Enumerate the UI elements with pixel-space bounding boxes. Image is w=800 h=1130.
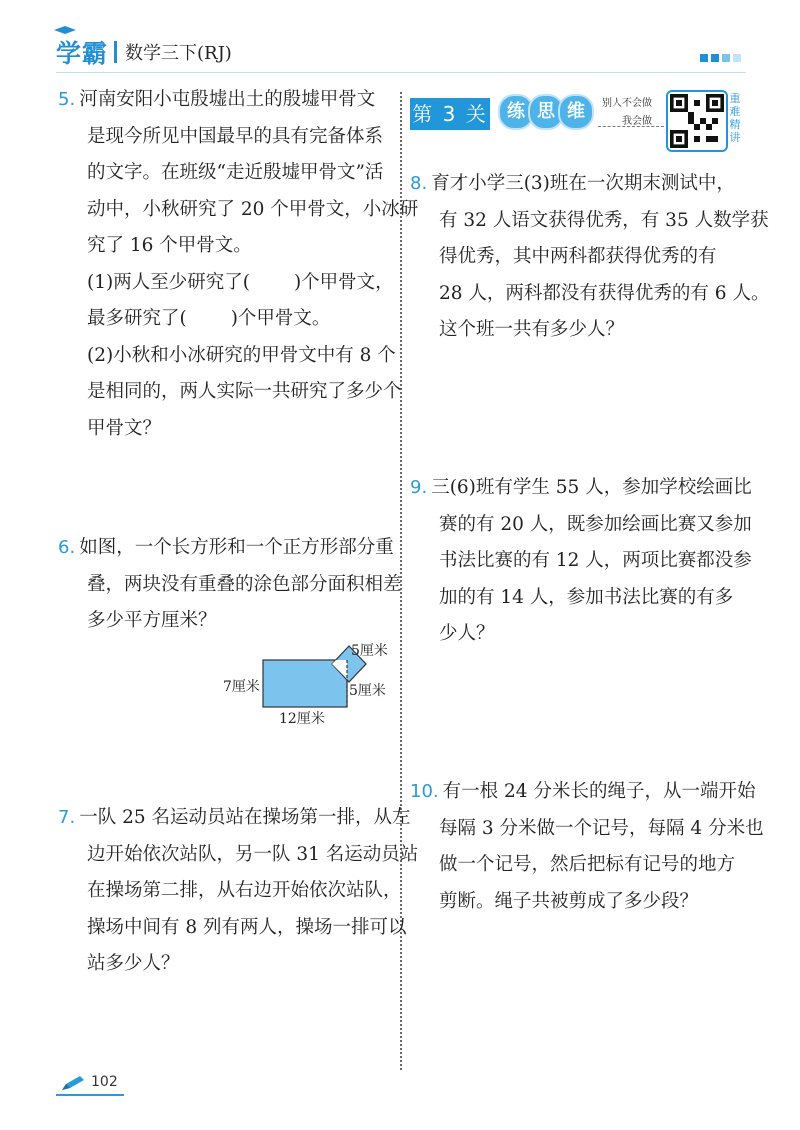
problem-text-line: 叠，两块没有重叠的涂色部分面积相差 [87, 573, 402, 595]
logo-divider [114, 41, 117, 63]
banner-tag: 别人不会做 [602, 98, 652, 109]
banner-char: 维 [558, 94, 594, 130]
header-rule [56, 72, 746, 73]
level-label: 第 3 关 [410, 98, 490, 130]
problem-number: 6. [58, 537, 76, 558]
question-2-text: (2)小秋和小冰研究的甲骨文中有 8 个 [87, 344, 396, 366]
header-decor-square [700, 54, 708, 62]
problem-10 [410, 774, 764, 920]
problem-text-line: 有 32 人语文获得优秀，有 35 人数学获 [439, 209, 769, 231]
footer-rule [56, 1094, 124, 1096]
problem-text-line: 一队 25 名运动员站在操场第一排，从左 [79, 807, 411, 828]
problem-text-line: 三(6)班有学生 55 人，参加学校绘画比 [431, 477, 752, 498]
label-5cm-side: 5厘米 [349, 683, 386, 699]
banner-char: 思 [528, 94, 564, 130]
question-1-text: 最多研究了( [87, 308, 187, 329]
question-2-text: 甲骨文？ [87, 417, 162, 439]
problem-text-line: 究了 16 个甲骨文。 [87, 235, 252, 256]
banner-tag: 我会做 [622, 116, 652, 127]
problem-text-line: 有一根 24 分米长的绳子，从一端开始 [442, 781, 756, 802]
header-decor-square [722, 54, 730, 62]
problem-8 [410, 166, 770, 349]
problem-text-line: 河南安阳小屯殷墟出土的殷墟甲骨文 [79, 89, 376, 110]
question-1-text: )个甲骨文。 [230, 308, 331, 329]
banner-char: 练 [498, 94, 534, 130]
problem-text-line: 得优秀，其中两科都获得优秀的有 [439, 246, 717, 267]
header-decor-square [711, 54, 719, 62]
problem-text-line: 赛的有 20 人，既参加绘画比赛又参加 [439, 513, 752, 535]
problem-text-line: 操场中间有 8 列有两人，操场一排可以 [87, 916, 407, 938]
problem-number: 10. [410, 781, 439, 802]
qr-side-label: 重难精讲 [729, 92, 741, 144]
problem-text-line: 书法比赛的有 12 人，两项比赛都没参 [439, 550, 752, 571]
logo-text: 学霸 [56, 39, 109, 68]
problem-text-line: 的文字。在班级“走近殷墟甲骨文”活 [87, 162, 384, 183]
problem-text-line: 站多少人？ [87, 953, 180, 974]
qr-pattern [670, 94, 724, 148]
problem-text-line: 做一个记号，然后把标有记号的地方 [439, 854, 736, 875]
problem-text-line: 加的有 14 人，参加书法比赛的有多 [439, 586, 734, 608]
page-header [0, 0, 800, 80]
problem-number: 7. [58, 807, 76, 828]
label-7cm: 7厘米 [223, 679, 260, 695]
problem-number: 9. [410, 477, 428, 498]
question-2-text: 是相同的，两人实际一共研究了多少个 [87, 381, 402, 402]
problem-number: 8. [410, 173, 428, 194]
problem-text-line: 在操场第二排，从右边开始依次站队， [87, 880, 402, 901]
problem-text-line: 边开始依次站队，另一队 31 名运动员站 [87, 843, 419, 865]
question-1-text: )个甲骨文， [293, 271, 394, 293]
header-decor-square [733, 54, 741, 62]
problem-text-line: 剪断。绳子共被剪成了多少段？ [439, 890, 699, 912]
graduation-cap-icon [54, 26, 76, 36]
problem-6 [58, 530, 402, 640]
book-title: 数学三下(RJ) [125, 43, 232, 64]
label-12cm: 12厘米 [279, 711, 325, 727]
overlap-figure [215, 640, 405, 730]
problem-text-line: 育才小学三(3)班在一次期末测试中， [431, 173, 735, 194]
question-1-text: (1)两人至少研究了( [87, 271, 250, 293]
qr-code-icon[interactable] [666, 90, 728, 152]
banner-dashed-rule [598, 126, 664, 127]
problem-text-line: 如图，一个长方形和一个正方形部分重 [79, 537, 394, 558]
problem-9 [410, 470, 750, 653]
problem-7 [58, 800, 419, 983]
level-banner [410, 90, 750, 150]
pencil-icon [60, 1074, 86, 1092]
problem-text-line: 这个班一共有多少人？ [439, 319, 625, 340]
brand-logo [56, 34, 232, 70]
problem-text-line: 每隔 3 分米做一个记号，每隔 4 分米也 [439, 817, 764, 839]
page-number: 102 [91, 1074, 118, 1090]
problem-text-line: 动中，小秋研究了 20 个甲骨文，小冰研 [87, 198, 419, 220]
problem-5 [58, 82, 419, 447]
problem-text-line: 多少平方厘米？ [87, 610, 217, 631]
problem-text-line: 是现今所见中国最早的具有完备体系 [87, 125, 384, 147]
problem-number: 5. [58, 89, 76, 110]
problem-text-line: 少人？ [439, 623, 495, 644]
label-5cm-top: 5厘米 [351, 643, 388, 659]
problem-text-line: 28 人，两科都没有获得优秀的有 6 人。 [439, 282, 770, 304]
